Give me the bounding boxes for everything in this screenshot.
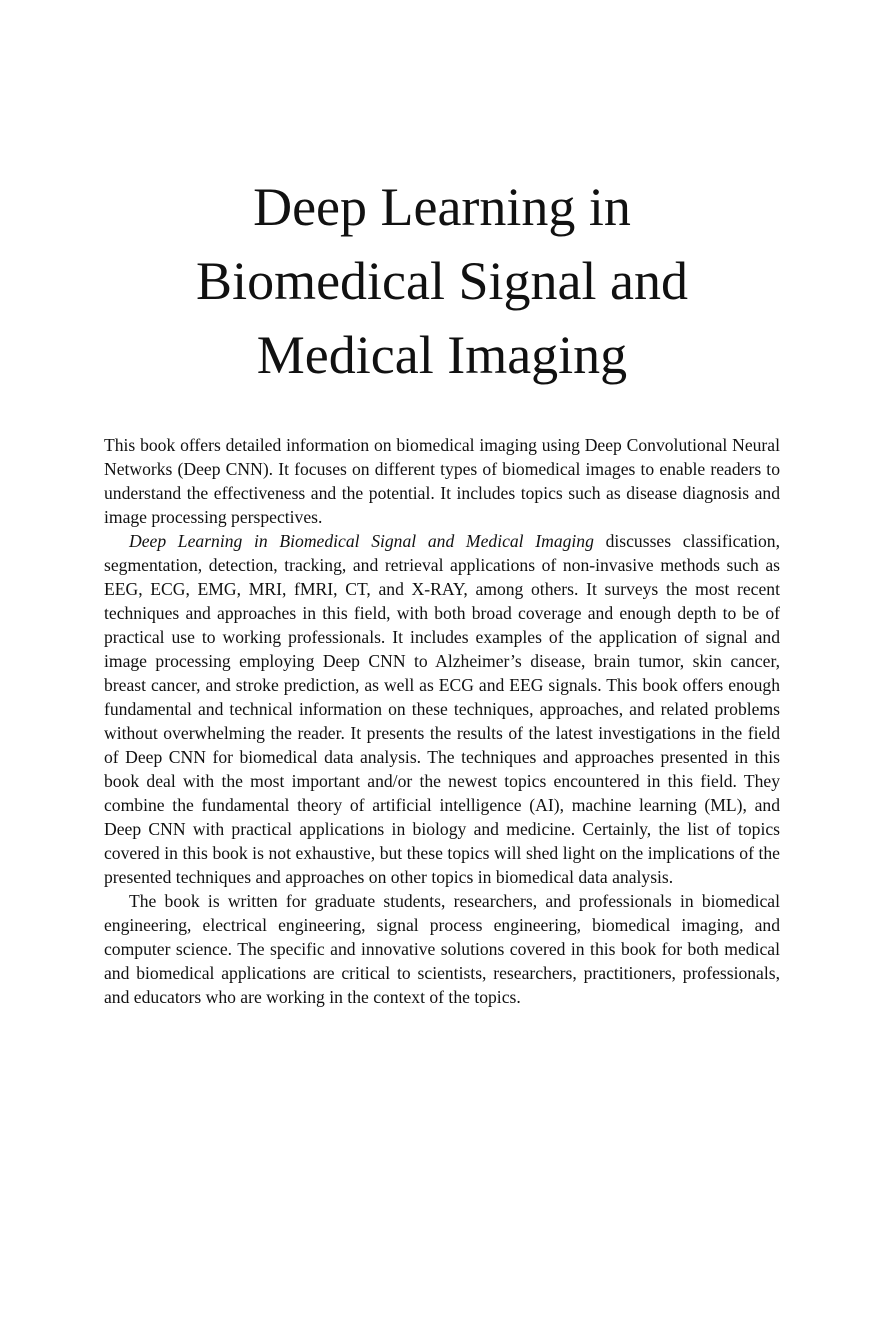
title-line-1: Deep Learning in xyxy=(253,177,631,237)
paragraph-scope-text: discusses classification, segmentation, detection, tracking, and retrieval applications of non-invasive methods such as EEG, ECG, EMG, MRI, fMRI, CT, and X-RAY, among others. It surveys the most recent techniques and approaches in this field, with both broad coverage and enough depth to be of practical use to working professionals. It includes examples of the application of signal and image processing employing Deep CNN to Alzheimer’s disease, brain tumor, skin cancer, breast cancer, and stroke prediction, as well as ECG and EEG signals. This book offers enough fundamental and technical information on these techniques, approaches, and related problems without overwhelming the reader. It presents the results of the latest investigations in the field of Deep CNN for biomedical data analysis. The techniques and approaches presented in this book deal with the most important and/or the newest topics encountered in this field. They combine the fundamental theory of artificial intelligence (AI), machine learning (ML), and Deep CNN with practical applications in biology and medicine. Certainly, the list of topics covered in this book is not exhaustive, but these topics will shed light on the implications of the presented techniques and approaches on other topics in biomedical data analysis. xyxy=(104,531,780,887)
paragraph-intro: This book offers detailed information on biomedical imaging using Deep Convolutional Neural Networks (Deep CNN). It focuses on different types of biomedical images to enable readers to understand the effectiveness and the potential. It includes topics such as disease diagnosis and image processing perspectives. xyxy=(104,435,780,527)
book-title-italic: Deep Learning in Biomedical Signal and Medical Imaging xyxy=(129,531,594,551)
title-line-2: Biomedical Signal and xyxy=(196,251,688,311)
paragraph-scope xyxy=(104,529,780,889)
paragraph-audience: The book is written for graduate students, researchers, and professionals in biomedical engineering, electrical engineering, signal process engineering, biomedical imaging, and computer science. The specific and innovative solutions covered in this book for both medical and biomedical applications are critical to scientists, researchers, practitioners, professionals, and educators who are working in the context of the topics. xyxy=(104,891,780,1007)
description-body xyxy=(104,433,780,1009)
page-title xyxy=(90,170,794,392)
title-line-3: Medical Imaging xyxy=(256,325,628,385)
